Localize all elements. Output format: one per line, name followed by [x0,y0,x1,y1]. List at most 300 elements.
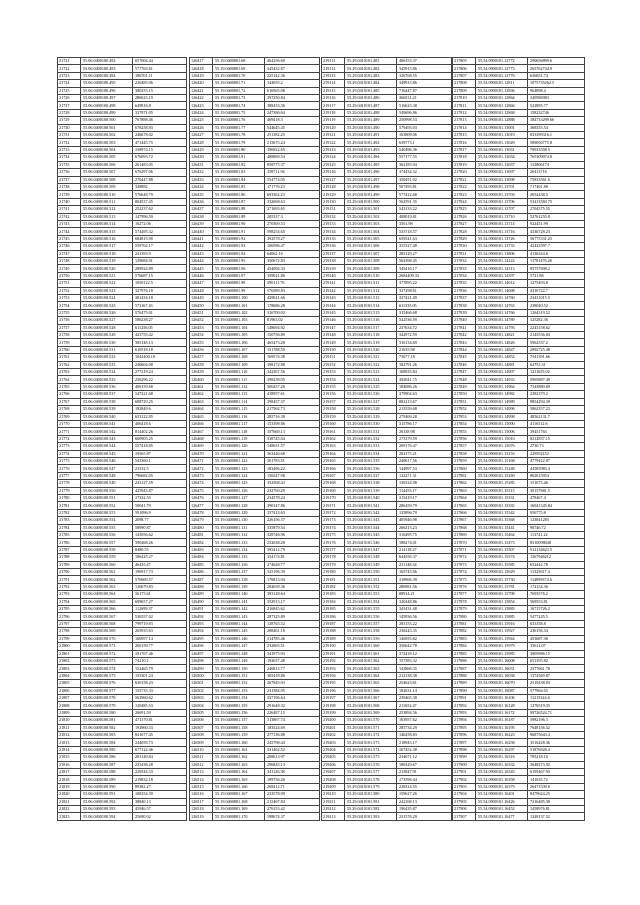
record-id-cell: 217880 [453,613,476,620]
account-code-cell: 55.06.0400100.518 [81,250,133,257]
table-row [190,58,320,65]
amount-cell: 231576.29 [397,813,452,820]
account-code-cell: 55.19.0400801.155 [213,702,265,709]
amount-cell: 19565.87 [133,450,187,457]
record-id-cell: 217878 [453,598,476,605]
account-code-cell: 55.19.0400801.120 [213,443,265,450]
table-row [453,791,585,798]
table-row [453,665,585,672]
record-id-cell: 219134 [322,228,345,235]
amount-cell: 266213.23 [397,524,452,531]
account-code-cell: 55.54.0900101.15507 [476,546,528,553]
table-row [190,620,320,627]
amount-cell: 182631.14 [397,687,452,694]
account-code-cell: 55.06.0400100.543 [81,435,133,442]
account-code-cell: 55.29.0410101.540 [345,494,397,501]
table-row [322,391,452,398]
table-row [58,72,187,79]
amount-cell: 533718.57 [397,228,452,235]
amount-cell: 158974.15 [133,146,187,153]
account-code-cell: 55.29.0410101.511 [345,280,397,287]
table-row [453,813,585,820]
record-id-cell: 217848 [453,376,476,383]
record-id-cell: 126517 [190,798,213,805]
amount-cell: 123841283 [528,517,585,524]
amount-cell: 639773.1 [397,139,452,146]
amount-cell: 143956.62 [133,532,187,539]
amount-cell: 151673.46 [528,480,585,487]
amount-cell: 1276519.35 [528,702,585,709]
amount-cell: 3905986.15 [528,650,585,657]
table-row [453,731,585,738]
record-id-cell: 21783 [58,517,81,524]
account-code-cell: 55.29.0410101.581 [345,798,397,805]
record-id-cell: 217859 [453,457,476,464]
table-row [453,117,585,124]
account-code-cell: 55.54.0900101.14982 [476,391,528,398]
account-code-cell: 55.29.0410101.505 [345,235,397,242]
record-id-cell: 21796 [58,613,81,620]
table-row [58,480,187,487]
table-row [453,332,585,339]
amount-cell: 841677.45 [133,731,187,738]
account-code-cell: 55.29.0410101.523 [345,369,397,376]
record-id-cell: 126515 [190,783,213,790]
account-code-cell: 55.19.0400801.74 [213,102,265,109]
table-row [58,806,187,813]
amount-cell: 232769.29 [265,487,320,494]
record-id-cell: 21791 [58,576,81,583]
amount-cell: 183496.22 [265,465,320,472]
table-row [453,235,585,242]
record-id-cell: 219160 [322,420,345,427]
account-code-cell: 55.19.0400801.129 [213,509,265,516]
amount-cell: 5721.86 [528,272,585,279]
table-row [190,509,320,516]
record-id-cell: 21742 [58,213,81,220]
table-row [322,643,452,650]
amount-cell: 88914.21 [397,591,452,598]
record-id-cell: 21729 [58,117,81,124]
account-code-cell: 55.06.0400100.541 [81,420,133,427]
record-id-cell: 21769 [58,413,81,420]
account-code-cell: 55.19.0400801.137 [213,569,265,576]
record-id-cell: 21817 [58,769,81,776]
table-row [190,561,320,568]
record-id-cell: 219175 [322,532,345,539]
amount-cell: 677122.46 [133,746,187,753]
amount-cell: 833399316.1 [528,132,585,139]
record-id-cell: 126422 [190,95,213,102]
table-row [190,739,320,746]
table-row [322,665,452,672]
amount-cell: 1075735262.5 [528,80,585,87]
table-row [58,235,187,242]
record-id-cell: 219132 [322,213,345,220]
amount-cell: 174154.36 [528,583,585,590]
amount-cell: 243127.59 [133,480,187,487]
amount-cell: 4316722.7 [528,287,585,294]
amount-cell: 236156.34 [528,628,585,635]
record-id-cell: 219123 [322,146,345,153]
table-row [453,413,585,420]
amount-cell: 276153.42 [265,806,320,813]
table-row [190,420,320,427]
amount-cell: 636651.74 [528,72,585,79]
record-id-cell: 126483 [190,546,213,553]
table-row [58,598,187,605]
record-id-cell: 217879 [453,606,476,613]
record-id-cell: 219180 [322,569,345,576]
amount-cell: 342367.56 [265,369,320,376]
account-code-cell: 55.06.0400100.554 [81,517,133,524]
table-row [453,191,585,198]
amount-cell: 352568.43 [265,480,320,487]
table-row [190,280,320,287]
table-row [322,161,452,168]
table-row [58,161,187,168]
record-id-cell: 217861 [453,472,476,479]
record-id-cell: 219148 [322,332,345,339]
account-code-cell: 55.54.0900101.14881 [476,361,528,368]
account-code-cell: 55.19.0400801.103 [213,317,265,324]
account-code-cell: 55.19.0400801.77 [213,124,265,131]
account-code-cell: 55.06.0400100.523 [81,287,133,294]
account-code-cell: 55.19.0400801.104 [213,324,265,331]
amount-cell: 4336728.23 [528,228,585,235]
table-row [322,324,452,331]
record-id-cell: 219143 [322,295,345,302]
amount-cell: 2377661.78 [528,665,585,672]
record-id-cell: 126492 [190,613,213,620]
amount-cell: 3516428.36 [528,739,585,746]
account-code-cell: 55.19.0400801.83 [213,169,265,176]
record-id-cell: 219200 [322,717,345,724]
record-id-cell: 217844 [453,346,476,353]
record-id-cell: 21744 [58,228,81,235]
account-code-cell: 55.06.0400100.500 [81,117,133,124]
account-code-cell: 55.19.0400801.88 [213,206,265,213]
record-id-cell: 21819 [58,783,81,790]
record-id-cell: 21748 [58,257,81,264]
table-row [322,739,452,746]
record-id-cell: 126458 [190,361,213,368]
account-code-cell: 55.29.0410101.557 [345,620,397,627]
record-id-cell: 126434 [190,183,213,190]
amount-cell: 35612.07 [528,643,585,650]
account-code-cell: 55.54.0900101.13703 [476,191,528,198]
record-id-cell: 217819 [453,161,476,168]
table-row [190,554,320,561]
amount-cell: 260159.77 [133,643,187,650]
account-code-cell: 55.54.0900101.14766 [476,309,528,316]
table-row [190,806,320,813]
table-row [58,576,187,583]
record-id-cell: 217866 [453,509,476,516]
amount-cell: 51876926.4 [528,746,585,753]
table-row [322,806,452,813]
table-row [58,376,187,383]
account-code-cell: 55.06.0400100.526 [81,309,133,316]
table-row [322,191,452,198]
amount-cell: 237634.72 [397,324,452,331]
amount-cell: 350672.83 [265,257,320,264]
record-id-cell: 126466 [190,420,213,427]
table-row [322,680,452,687]
record-id-cell: 217860 [453,465,476,472]
record-id-cell: 126478 [190,509,213,516]
amount-cell: 271693.65 [265,206,320,213]
record-id-cell: 219173 [322,517,345,524]
table-row [190,109,320,116]
account-code-cell: 55.29.0410101.578 [345,776,397,783]
amount-cell: 146955.82 [397,635,452,642]
amount-cell: 345416.17 [397,265,452,272]
amount-cell: 231584.95 [265,687,320,694]
table-row [190,332,320,339]
record-id-cell: 21798 [58,628,81,635]
account-code-cell: 55.29.0410101.526 [345,391,397,398]
amount-cell: 30157681.5 [528,487,585,494]
amount-cell: 366531.21 [397,95,452,102]
account-code-cell: 55.54.0900101.15883 [476,606,528,613]
account-code-cell: 55.29.0410101.525 [345,383,397,390]
table-row [453,58,585,65]
table-row [190,487,320,494]
amount-cell: 85757698.2 [528,265,585,272]
record-id-cell: 219199 [322,709,345,716]
table-row [190,228,320,235]
table-row [322,428,452,435]
table-row [453,435,585,442]
amount-cell: 429021.66 [265,295,320,302]
amount-cell: 7693576.2 [528,591,585,598]
table-row [453,472,585,479]
account-code-cell: 55.54.0900101.15335 [476,502,528,509]
record-id-cell: 21768 [58,406,81,413]
account-code-cell: 55.29.0410101.561 [345,650,397,657]
table-row [58,561,187,568]
amount-cell: 804537.45 [133,198,187,205]
account-code-cell: 55.06.0400100.512 [81,206,133,213]
amount-cell: 138763.52 [265,620,320,627]
amount-cell: 169574.38 [265,354,320,361]
record-id-cell: 219182 [322,583,345,590]
record-id-cell: 217806 [453,65,476,72]
table-row [322,369,452,376]
table-row [453,243,585,250]
amount-cell: 26338.98 [397,428,452,435]
record-id-cell: 217870 [453,539,476,546]
record-id-cell: 126500 [190,672,213,679]
account-code-cell: 55.06.0400100.506 [81,161,133,168]
record-id-cell: 21758 [58,332,81,339]
account-code-cell: 55.19.0400801.124 [213,472,265,479]
amount-cell: 577765.61 [133,65,187,72]
record-id-cell: 217827 [453,220,476,227]
table-row [190,783,320,790]
amount-cell: 214118.27 [397,546,452,553]
record-id-cell: 219112 [322,65,345,72]
account-code-cell: 55.06.0400100.542 [81,428,133,435]
record-id-cell: 126514 [190,776,213,783]
table-row [453,739,585,746]
record-id-cell: 219178 [322,554,345,561]
table-row [322,613,452,620]
record-id-cell: 217867 [453,517,476,524]
record-id-cell: 126456 [190,346,213,353]
table-row [322,235,452,242]
account-code-cell: 55.06.0400100.539 [81,406,133,413]
amount-cell: 379904.63 [397,391,452,398]
amount-cell: 377895.22 [397,280,452,287]
amount-cell: 616565.08 [265,87,320,94]
amount-cell: 406159.68 [133,383,187,390]
table-row [322,502,452,509]
account-code-cell: 55.19.0400801.136 [213,561,265,568]
amount-cell: 676693.72 [133,154,187,161]
amount-cell: 218943.17 [397,739,452,746]
amount-cell: 114453.17 [397,487,452,494]
amount-cell: 167452.38 [397,746,452,753]
amount-cell: 215847.91 [397,769,452,776]
table-row [190,206,320,213]
table-row [58,228,187,235]
account-code-cell: 55.29.0410101.510 [345,272,397,279]
account-code-cell: 55.19.0400801.109 [213,361,265,368]
account-code-cell: 55.19.0400801.159 [213,731,265,738]
amount-cell: 250998.53 [397,117,452,124]
table-row [322,109,452,116]
table-row [453,798,585,805]
amount-cell: 922451.99 [528,220,585,227]
table-row [453,369,585,376]
table-row [453,465,585,472]
account-code-cell: 55.54.0900101.12864 [476,95,528,102]
amount-cell: 305418.86 [265,672,320,679]
table-row [322,58,452,65]
record-id-cell: 217899 [453,754,476,761]
amount-cell: 8854294.39 [528,398,585,405]
record-id-cell: 126481 [190,532,213,539]
record-id-cell: 219172 [322,509,345,516]
record-id-cell: 217886 [453,657,476,664]
account-code-cell: 55.19.0400801.89 [213,213,265,220]
amount-cell: 3648273.92 [528,761,585,768]
amount-cell: 1042400.18 [133,354,187,361]
amount-cell: 232865.51 [265,643,320,650]
account-code-cell: 55.54.0900101.16008 [476,657,528,664]
amount-cell: 74210.2 [133,657,187,664]
record-id-cell: 217833 [453,265,476,272]
amount-cell: 471370.81 [133,717,187,724]
account-code-cell: 55.19.0400801.169 [213,806,265,813]
table-row [190,583,320,590]
account-code-cell: 55.19.0400801.101 [213,302,265,309]
amount-cell: 296845.13 [265,761,320,768]
table-row [58,524,187,531]
table-row [322,509,452,516]
record-id-cell: 219185 [322,606,345,613]
table-row [453,169,585,176]
record-id-cell: 21822 [58,806,81,813]
account-code-cell: 55.29.0410101.498 [345,183,397,190]
account-code-cell: 55.29.0410101.507 [345,250,397,257]
account-code-cell: 55.19.0400801.107 [213,346,265,353]
record-id-cell: 126445 [190,265,213,272]
amount-cell: 239465.38 [397,694,452,701]
table-row [322,332,452,339]
amount-cell: 106596.47 [265,243,320,250]
table-row [58,554,187,561]
amount-cell: 652442.78 [528,561,585,568]
amount-cell: 52761255.8 [528,213,585,220]
account-code-cell: 55.54.0900101.14763 [476,302,528,309]
amount-cell: 163957.62 [397,717,452,724]
record-id-cell: 126448 [190,287,213,294]
table-row [58,650,187,657]
amount-cell: 176813.94 [265,576,320,583]
record-id-cell: 217855 [453,428,476,435]
record-id-cell: 217832 [453,257,476,264]
account-code-cell: 55.19.0400801.70 [213,72,265,79]
record-id-cell: 217898 [453,746,476,753]
account-code-cell: 55.29.0410101.490 [345,124,397,131]
amount-cell: 238040.52 [528,302,585,309]
table-row [322,95,452,102]
account-code-cell: 55.54.0900101.16087 [476,687,528,694]
amount-cell: 5982196.3 [528,717,585,724]
table-row [58,191,187,198]
record-id-cell: 217856 [453,435,476,442]
account-code-cell: 55.54.0900101.16477 [476,813,528,820]
amount-cell: 398172.88 [265,361,320,368]
record-id-cell: 21751 [58,280,81,287]
table-row [58,694,187,701]
amount-cell: 147996.59 [133,213,187,220]
account-code-cell: 55.54.0900101.16038 [476,672,528,679]
account-code-cell: 55.19.0400801.139 [213,583,265,590]
account-code-cell: 55.29.0410101.516 [345,317,397,324]
record-id-cell: 219168 [322,480,345,487]
amount-cell: 454094.33 [265,265,320,272]
table-row [322,198,452,205]
amount-cell: 633358.8 [528,620,585,627]
account-code-cell: 55.19.0400801.116 [213,413,265,420]
amount-cell: 657604.44 [133,58,187,65]
amount-cell: 182849.6 [133,406,187,413]
record-id-cell: 126486 [190,569,213,576]
account-code-cell: 55.06.0400100.497 [81,95,133,102]
amount-cell: 471445.75 [133,139,187,146]
record-id-cell: 219193 [322,665,345,672]
record-id-cell: 219209 [322,783,345,790]
amount-cell: 344055.2 [265,80,320,87]
amount-cell: 156324.98 [397,480,452,487]
amount-cell: 285129.27 [397,250,452,257]
record-id-cell: 126423 [190,102,213,109]
table-row [190,457,320,464]
record-id-cell: 219120 [322,124,345,131]
table-row [58,198,187,205]
account-code-cell: 55.19.0400801.150 [213,665,265,672]
amount-cell: 408019.81 [397,213,452,220]
account-code-cell: 55.29.0410101.535 [345,457,397,464]
record-id-cell: 21808 [58,702,81,709]
table-row [190,265,320,272]
record-id-cell: 21739 [58,191,81,198]
account-code-cell: 55.19.0400801.71 [213,80,265,87]
